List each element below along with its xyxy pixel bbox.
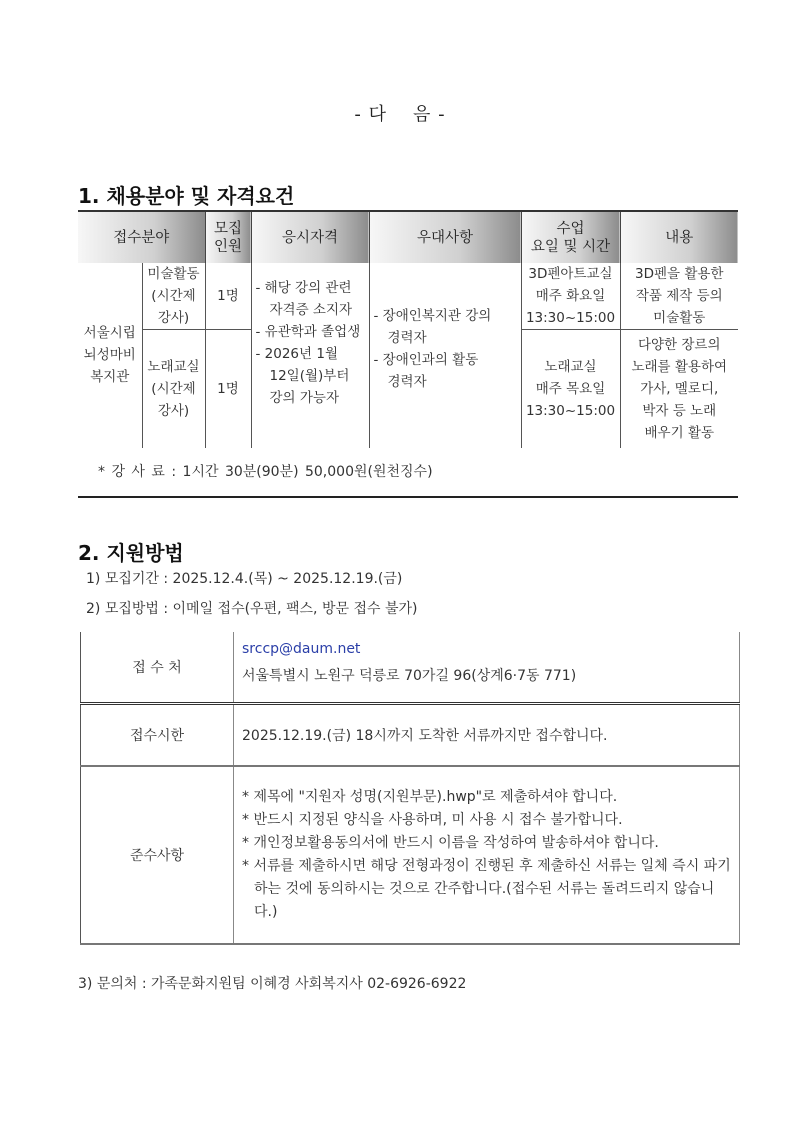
recruitment-period: 1) 모집기간 : 2025.12.4.(목) ~ 2025.12.19.(금) [86,571,403,587]
address: 서울특별시 노원구 덕릉로 70가길 96(상계6·7동 771) [242,668,577,684]
header-qualification: 응시자격 [251,211,369,263]
recruitment-method: 2) 모집방법 : 이메일 접수(우편, 팩스, 방문 접수 불가) [86,601,418,617]
content-art: 3D펜을 활용한 작품 제작 등의 미술활동 [620,263,738,330]
qualification-cell: - 해당 강의 관련 자격증 소지자 - 유관학과 졸업생 - 2026년 1월 12일(월)부터 강의 가능자 [251,263,369,448]
header-field: 접수분야 [78,211,205,263]
schedule-singing: 노래교실 매주 목요일 13:30~15:00 [521,330,620,448]
recruitment-table [78,210,738,448]
contact-info: 3) 문의처 : 가족문화지원팀 이혜경 사회복지사 02-6926-6922 [78,976,467,992]
rule-item: * 제목에 "지원자 성명(지원부문).hwp"로 제출하셔야 합니다. [242,789,618,805]
rule-item: * 반드시 지정된 양식을 사용하며, 미 사용 시 접수 불가합니다. [242,812,623,828]
rules-content [234,766,740,944]
deadline-label: 접수시한 [81,704,234,767]
section1-heading: 1. 채용분야 및 자격요건 [78,184,295,208]
schedule-art: 3D펜아트교실 매주 화요일 13:30~15:00 [521,263,620,330]
header-content: 내용 [620,211,738,263]
position-art: 미술활동 (시간제 강사) [142,263,205,330]
header-schedule: 수업 요일 및 시간 [521,211,620,263]
preference-cell: - 장애인복지관 강의 경력자 - 장애인과의 활동 경력자 [369,263,521,448]
title-left: - 다 [354,104,387,125]
rule-item: * 개인정보활용동의서에 반드시 이름을 작성하여 발송하셔야 합니다. [242,835,659,851]
deadline-text: 2025.12.19.(금) 18시까지 도착한 서류까지만 접수합니다. [234,704,740,767]
header-preference: 우대사항 [369,211,521,263]
receipt-label: 접 수 처 [81,632,234,704]
position-singing: 노래교실 (시간제 강사) [142,330,205,448]
section2-heading: 2. 지원방법 [78,541,184,565]
content-singing: 다양한 장르의 노래를 활용하여 가사, 멜로디, 박자 등 노래 배우기 활동 [620,330,738,448]
count-singing: 1명 [205,330,251,448]
rule-item: * 서류를 제출하시면 해당 전형과정이 진행된 후 제출하신 서류는 일체 즉시 파기하는 것에 동의하시는 것으로 간주합니다.(접수된 서류는 돌려드리지 않습니다.) [242,858,731,920]
rules-label: 준수사항 [81,766,234,944]
receipt-content [234,632,740,704]
header-count: 모집 인원 [205,211,251,263]
page-title [0,100,800,126]
title-right: 음 - [413,104,446,125]
email-link[interactable]: srccp@daum.net [242,641,361,657]
fee-note: * 강 사 료 : 1시간 30분(90분) 50,000원(원천징수) [98,464,433,480]
application-table [80,632,740,945]
count-art: 1명 [205,263,251,330]
section-divider [78,496,738,498]
org-cell: 서울시립 뇌성마비 복지관 [78,263,142,448]
